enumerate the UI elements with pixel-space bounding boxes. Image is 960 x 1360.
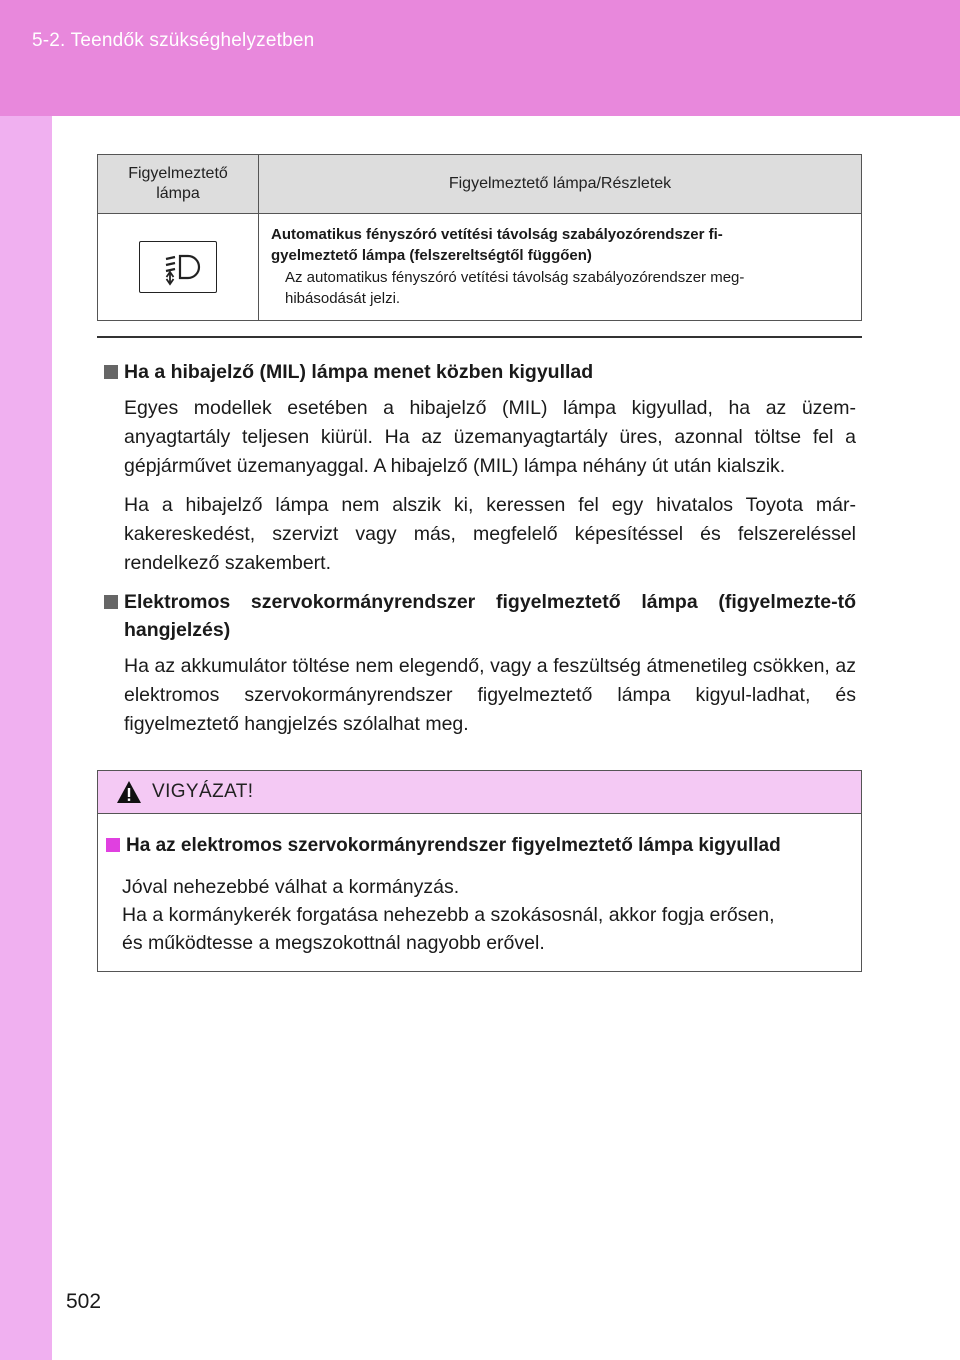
caution-text: Jóval nehezebbé válhat a kormányzás. — [122, 876, 460, 898]
table-header-details: Figyelmeztető lámpa/Részletek — [259, 155, 862, 214]
warning-lamp-table — [97, 154, 862, 321]
paragraph: Ha az akkumulátor töltése nem elegendő, vagy a feszültség átmenetileg csökken, az elektromos szervokormányrendszer figyelmeztető lámpa kigyul-ladhat, és figyelmeztető hangjelzés szólalhat meg. — [124, 655, 856, 735]
page-number: 502 — [66, 1290, 102, 1313]
caution-header — [98, 771, 861, 814]
lamp-icon-cell — [98, 214, 259, 321]
lamp-detail-title: Automatikus fényszóró vetítési távolság szabályozórendszer fi- gyelmeztető lámpa (felszereltségtől függően) — [271, 226, 723, 264]
lamp-detail-cell — [259, 214, 862, 321]
section-heading: Elektromos szervokormányrendszer figyelmeztető lámpa (figyelmezte-tő hangjelzés) — [104, 588, 856, 644]
caution-text: Ha a kormánykerék forgatása nehezebb a szokásosnál, akkor fogja erősen, — [122, 904, 775, 926]
divider — [97, 336, 862, 338]
table-row — [98, 214, 862, 321]
section-heading: Ha a hibajelző (MIL) lámpa menet közben kigyullad — [104, 358, 856, 386]
lamp-detail-description: Az automatikus fényszóró vetítési távolság szabályozórendszer meg- hibásodását jelzi. — [285, 269, 745, 307]
header-band — [0, 0, 960, 116]
square-bullet-icon — [104, 595, 118, 609]
section-eps-lamp — [104, 588, 856, 739]
caution-box — [97, 770, 862, 972]
section-title: 5-2. Teendők szükséghelyzetben — [32, 30, 315, 51]
caution-label: VIGYÁZAT! — [152, 781, 254, 802]
main-content — [104, 358, 856, 749]
table-header-lamp: Figyelmeztető lámpa — [98, 155, 259, 214]
caution-text: és működtesse a megszokottnál nagyobb erővel. — [122, 932, 545, 954]
paragraph: Ha a hibajelző lámpa nem alszik ki, keressen fel egy hivatalos Toyota már-kakereskedést, szervizt vagy más, megfelelő képesítéssel és felszereléssel rendelkező szakembert. — [124, 494, 856, 574]
square-bullet-icon — [104, 365, 118, 379]
caution-heading: Ha az elektromos szervokormányrendszer figyelmeztető lámpa kigyullad — [106, 832, 851, 859]
warning-triangle-icon — [116, 780, 142, 804]
headlight-leveling-warning-icon — [139, 241, 217, 293]
table-header-row — [98, 155, 862, 214]
square-bullet-icon — [106, 838, 120, 852]
paragraph: Egyes modellek esetében a hibajelző (MIL) lámpa kigyullad, ha az üzem-anyagtartály teljesen kiürül. Ha az üzemanyagtartály üres, azonnal töltse fel a gépjárművet üzemanyaggal. A hibajelző (MIL) lámpa néhány út után kialszik. — [124, 397, 856, 477]
caution-body — [98, 814, 861, 957]
side-band — [0, 116, 52, 1360]
section-mil-lamp — [104, 358, 856, 578]
